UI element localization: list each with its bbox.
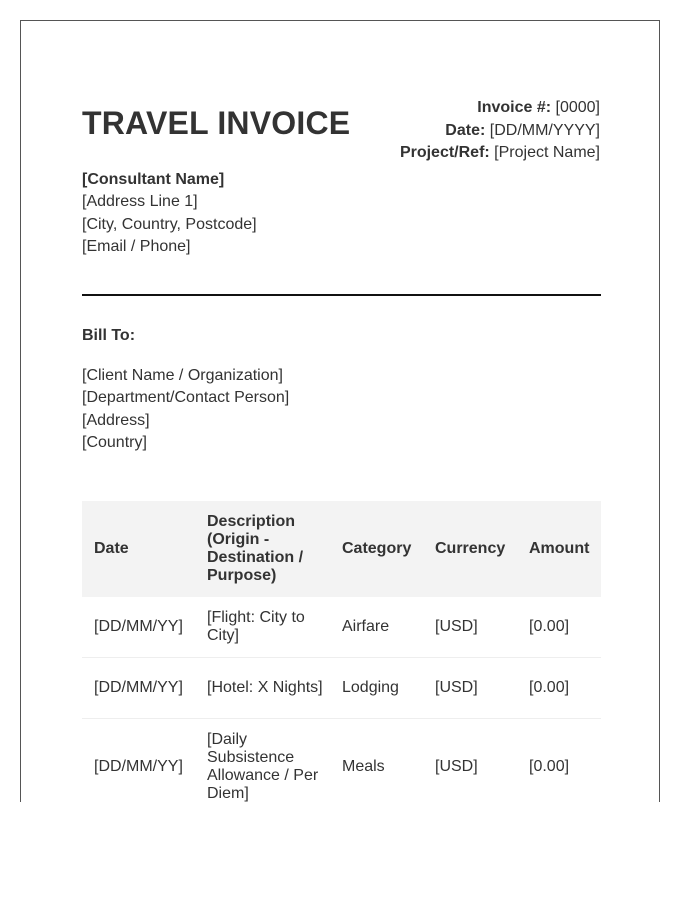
invoice-page xyxy=(20,20,660,802)
invoice-date-value: [DD/MM/YYYY] xyxy=(485,121,600,139)
row-currency: [USD] xyxy=(423,719,517,803)
consultant-name: [Consultant Name] xyxy=(82,171,225,188)
row-description: [Hotel: X Nights] xyxy=(195,658,330,719)
header-divider xyxy=(82,294,601,296)
row-category: Airfare xyxy=(330,597,423,658)
header-category: Category xyxy=(330,501,423,597)
table-row xyxy=(82,658,601,719)
header-currency: Currency xyxy=(423,501,517,597)
invoice-project-label: Project/Ref: xyxy=(399,144,490,161)
header-date: Date xyxy=(82,501,195,597)
consultant-contact: [Email / Phone] xyxy=(82,237,191,255)
invoice-number xyxy=(400,97,600,120)
bill-to-country: [Country] xyxy=(82,433,147,451)
consultant-address: [Address Line 1] xyxy=(82,193,198,211)
invoice-project xyxy=(400,142,600,165)
invoice-meta xyxy=(400,97,600,165)
bill-to-address: [Address] xyxy=(82,411,150,429)
row-amount: [0.00] xyxy=(517,719,601,803)
table-row xyxy=(82,597,601,658)
row-date: [DD/MM/YY] xyxy=(82,658,195,719)
invoice-project-value: [Project Name] xyxy=(489,144,600,161)
expense-table xyxy=(82,501,601,802)
row-amount: [0.00] xyxy=(517,597,601,658)
invoice-date xyxy=(400,120,600,143)
header-amount: Amount xyxy=(517,501,601,597)
invoice-date-label: Date: xyxy=(445,121,486,139)
invoice-number-value: [0000] xyxy=(551,99,600,116)
bill-to-client: [Client Name / Organization] xyxy=(82,367,283,384)
bill-to-block xyxy=(82,365,289,454)
header-description: Description (Origin - Destination / Purpose) xyxy=(195,501,330,597)
invoice-number-label: Invoice #: xyxy=(477,99,552,116)
table-header-row xyxy=(82,501,601,597)
invoice-title: TRAVEL INVOICE xyxy=(82,105,351,141)
row-currency: [USD] xyxy=(423,597,517,658)
table-row xyxy=(82,719,601,803)
row-category: Lodging xyxy=(330,658,423,719)
consultant-city: [City, Country, Postcode] xyxy=(82,215,257,233)
row-date: [DD/MM/YY] xyxy=(82,719,195,803)
consultant-block xyxy=(82,169,257,258)
row-currency: [USD] xyxy=(423,658,517,719)
row-amount: [0.00] xyxy=(517,658,601,719)
row-date: [DD/MM/YY] xyxy=(82,597,195,658)
row-category: Meals xyxy=(330,719,423,803)
bill-to-label: Bill To: xyxy=(82,327,136,344)
row-description: [Daily Subsistence Allowance / Per Diem] xyxy=(195,719,330,803)
bill-to-department: [Department/Contact Person] xyxy=(82,389,290,407)
row-description: [Flight: City to City] xyxy=(195,597,330,658)
